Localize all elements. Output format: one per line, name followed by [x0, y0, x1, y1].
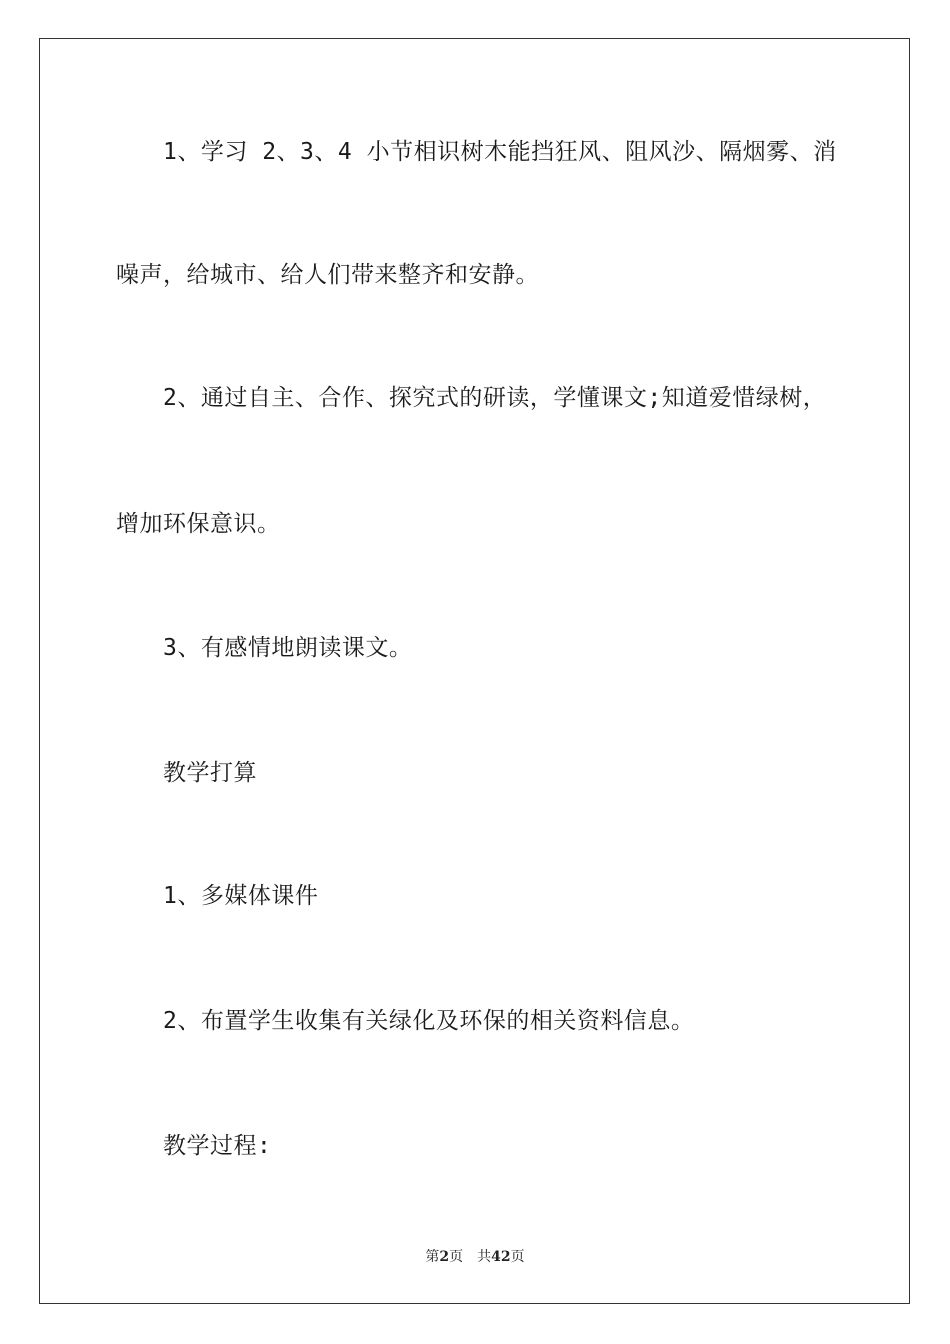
footer-total-suffix: 页	[510, 1249, 525, 1265]
footer-page-prefix: 第	[425, 1249, 440, 1265]
footer-page-number: 2	[439, 1249, 450, 1265]
paragraph-2-line-2: 增加环保意识。	[116, 511, 281, 537]
page-border	[39, 38, 910, 1304]
paragraph-prep-2: 2、布置学生收集有关绿化及环保的相关资料信息。	[163, 1008, 695, 1034]
footer-page-suffix: 页	[449, 1249, 464, 1265]
paragraph-1-line-2: 噪声，给城市、给人们带来整齐和安静。	[116, 262, 539, 288]
paragraph-3: 3、有感情地朗读课文。	[163, 635, 413, 661]
page-footer	[0, 1246, 950, 1266]
heading-teaching-preparation: 教学打算	[163, 760, 257, 786]
paragraph-2-line-1: 2、通过自主、合作、探究式的研读，学懂课文;知道爱惜绿树，	[163, 385, 827, 411]
footer-total-prefix: 共	[477, 1249, 492, 1265]
heading-teaching-process: 教学过程:	[163, 1133, 272, 1159]
paragraph-prep-1: 1、多媒体课件	[163, 883, 319, 909]
footer-total-pages: 42	[491, 1249, 511, 1265]
paragraph-1-line-1: 1、学习 2、3、4 小节相识树木能挡狂风、阻风沙、隔烟雾、消	[163, 139, 837, 165]
